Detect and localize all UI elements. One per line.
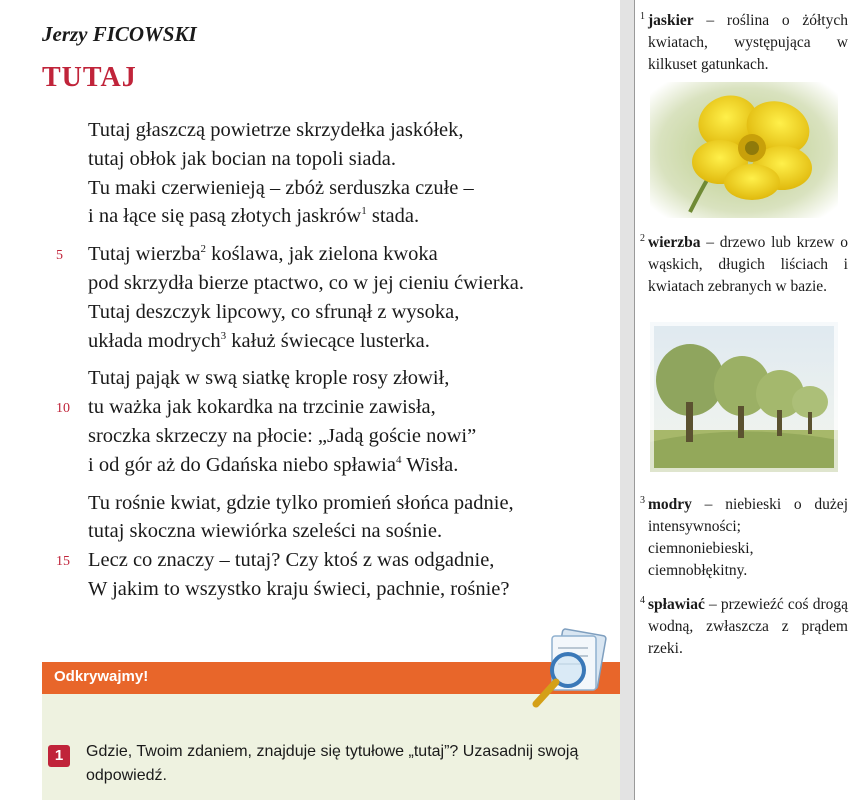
footnote-definition: – niebieski o dużej intensywności; ciemnoniebieski, ciemnobłękitny.: [648, 496, 848, 579]
footnote-4: [640, 594, 848, 660]
poem-line: [88, 575, 628, 604]
line-text: Tutaj deszczyk lipcowy, co sfrunął z wysoka,: [88, 300, 460, 323]
willow-photo: [650, 322, 838, 472]
poem-body: [56, 116, 628, 613]
line-text: układa modrych: [88, 329, 221, 352]
poem-line: [88, 364, 628, 393]
line-text-continued: kałuż świecące lusterka.: [226, 329, 430, 352]
stanza: [56, 240, 628, 355]
footnote-1: [640, 10, 848, 76]
line-number: 10: [56, 401, 70, 417]
line-text: Tutaj wierzba: [88, 243, 201, 266]
line-text: Lecz co znaczy – tutaj? Czy ktoś z was odgadnie,: [88, 549, 495, 572]
stanza: [56, 489, 628, 604]
poem-author: Jerzy FICOWSKI: [42, 22, 197, 46]
stanza: [56, 364, 628, 479]
line-text: Tutaj głaszczą powietrze skrzydełka jaskółek,: [88, 119, 464, 141]
poem-line: [88, 269, 628, 298]
line-text: tu ważka jak kokardka na trzcinie zawisła,: [88, 396, 436, 419]
footnote-number: 3: [640, 495, 645, 506]
footnote-ref: 4: [396, 453, 402, 466]
footnote-term: wierzba: [648, 234, 701, 251]
poem-line: [88, 298, 628, 327]
footnote-2: [640, 232, 848, 298]
buttercup-photo: [650, 82, 838, 218]
poem-line: [88, 327, 628, 356]
poem-line: [56, 546, 628, 575]
line-number: 5: [56, 248, 63, 264]
line-text: sroczka skrzeczy na płocie: „Jadą goście nowi”: [88, 424, 477, 447]
footnote-term: modry: [648, 496, 692, 513]
stanza: [88, 116, 628, 231]
poem-line: [56, 393, 628, 422]
line-text: Tu maki czerwienieją – zbóż serduszka czułe –: [88, 176, 474, 199]
poem-line: [88, 422, 628, 451]
footnote-term: jaskier: [648, 12, 694, 29]
line-text-continued: stada.: [366, 205, 420, 228]
footnote-number: 4: [640, 595, 645, 606]
footnote-definition: – drzewo lub krzew o wąskich, długich liściach i kwiatach zebranych w bazie.: [648, 234, 848, 295]
line-text-continued: Wisła.: [401, 453, 459, 476]
line-text: Tu rośnie kwiat, gdzie tylko promień słońca padnie,: [88, 491, 514, 514]
footnote-ref: 2: [200, 243, 207, 256]
poem-line: [88, 489, 628, 518]
poem-line: [88, 517, 628, 546]
task-text: Gdzie, Twoim zdaniem, znajduje się tytułowe „tutaj”? Uzasadnij swoją odpowiedź.: [86, 743, 579, 784]
magnifier-icon: [522, 628, 612, 714]
line-number: 15: [56, 554, 70, 570]
task-number-badge: 1: [48, 745, 70, 767]
poem-title: TUTAJ: [42, 62, 137, 93]
line-text: tutaj skoczna wiewiórka szeleści na sośnie.: [88, 520, 443, 543]
poem-line: [88, 145, 628, 174]
footnote-ref: 3: [220, 329, 227, 342]
footnote-number: 2: [640, 233, 645, 244]
column-divider: [634, 0, 635, 800]
poem-line: [88, 116, 628, 145]
footnote-definition: – przewieźć coś drogą wodną, zwłaszcza z prądem rzeki.: [648, 596, 848, 657]
section-title: Odkrywajmy!: [54, 668, 149, 685]
line-text: i od gór aż do Gdańska niebo spławia: [88, 453, 396, 476]
footnote-ref: 1: [361, 205, 367, 218]
footnote-number: 1: [640, 11, 645, 22]
poem-line: [56, 240, 628, 269]
line-text: pod skrzydła bierze ptactwo, co w jej cieniu ćwierka.: [88, 271, 525, 294]
line-text: i na łące się pasą złotych jaskrów: [88, 205, 362, 228]
poem-line: [88, 202, 628, 231]
footnote-term: spławiać: [648, 596, 705, 613]
line-text: Tutaj pająk w swą siatkę krople rosy złowił,: [88, 367, 450, 390]
poem-line: [88, 174, 628, 203]
line-text-continued: koślawa, jak zielona kwoka: [206, 243, 438, 266]
footnote-3: [640, 494, 848, 582]
line-text: W jakim to wszystko kraju świeci, pachnie, rośnie?: [88, 577, 510, 600]
footnote-definition: – roślina o żółtych kwiatach, występująca w kilkuset gatunkach.: [648, 12, 848, 73]
line-text: tutaj obłok jak bocian na topoli siada.: [88, 147, 397, 170]
poem-line: [88, 451, 628, 480]
margin-band: [620, 0, 634, 800]
